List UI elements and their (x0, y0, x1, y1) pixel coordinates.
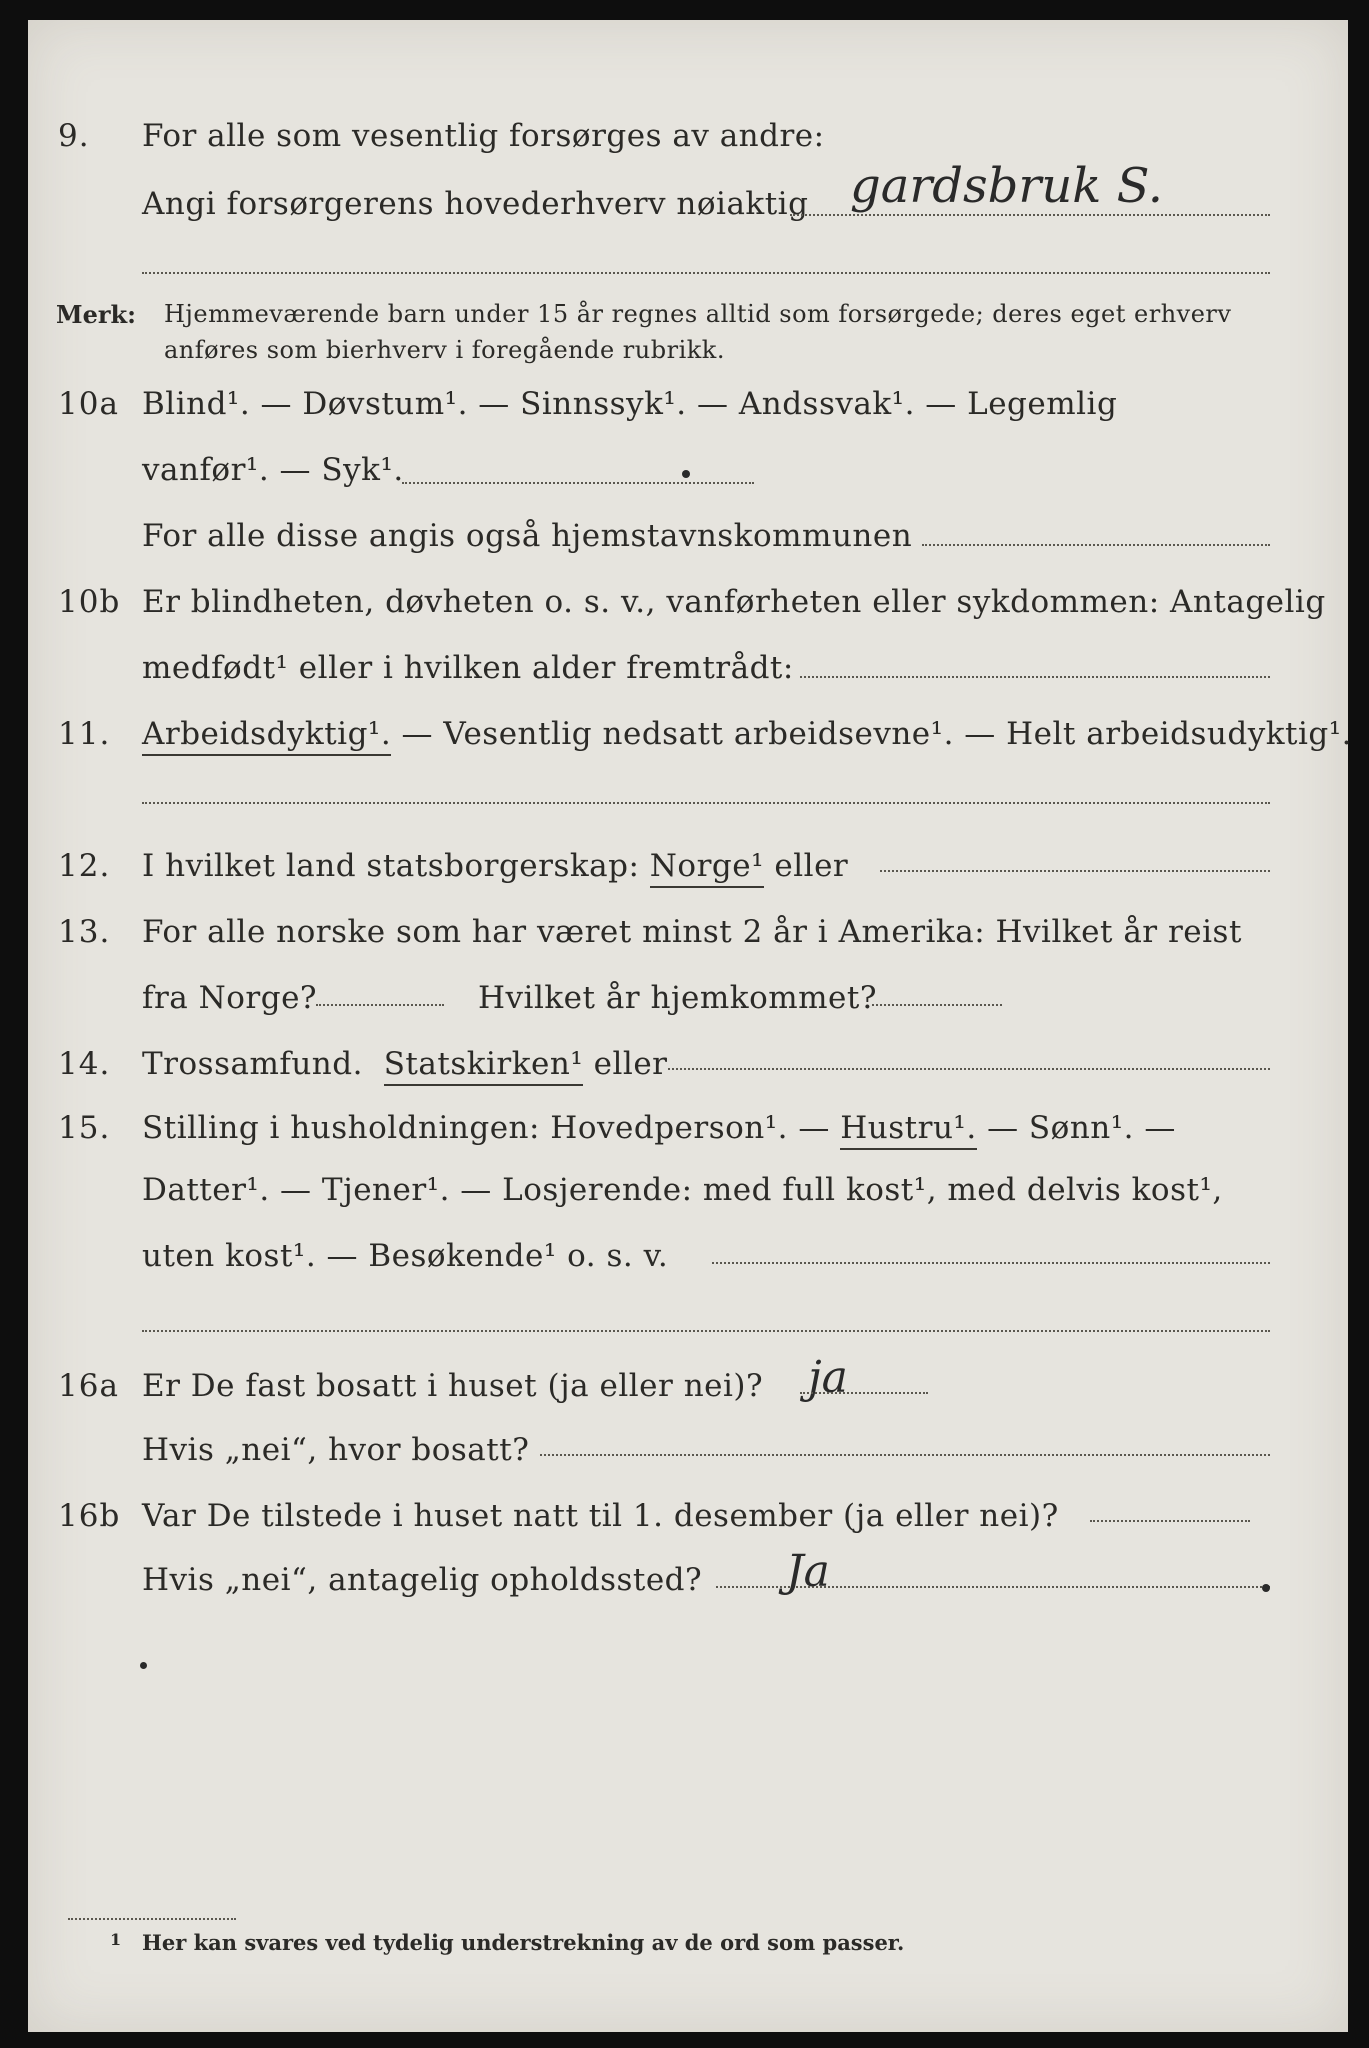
question-prefix: Trossamfund. (142, 1046, 363, 1082)
note-text: Hjemmeværende barn under 15 år regnes alltid som forsørgede; deres eget erhverv (164, 300, 1232, 328)
question-text (142, 1046, 667, 1082)
footnote-rule (68, 1918, 236, 1920)
question-text: Er De fast bosatt i huset (ja eller nei)? (142, 1368, 764, 1404)
answer-line (316, 1004, 444, 1006)
option-text: Stilling i husholdningen: Hovedperson¹. — (142, 1110, 830, 1146)
footnote-mark: 1 (110, 1930, 122, 1949)
answer-line (712, 1262, 1270, 1264)
question-text: For alle som vesentlig forsørges av andre: (142, 118, 825, 154)
question-text: Datter¹. — Tjener¹. — Losjerende: med full kost¹, med delvis kost¹, (142, 1172, 1223, 1208)
separator-line (142, 272, 1270, 274)
question-text: Blind¹. — Døvstum¹. — Sinnssyk¹. — Andssvak¹. — Legemlig (142, 386, 1118, 422)
underlined-option: Hustru¹. (840, 1110, 976, 1150)
question-text: fra Norge? (142, 980, 318, 1016)
answer-line (872, 1004, 1002, 1006)
question-suffix: eller (593, 1046, 668, 1082)
answer-line (800, 1392, 928, 1394)
question-number: 15. (58, 1110, 111, 1146)
answer-line (880, 870, 1270, 872)
underlined-option: Norge¹ (650, 848, 764, 888)
ink-mark (682, 470, 690, 478)
question-number: 14. (58, 1046, 111, 1082)
question-text: Angi forsørgerens hovederhverv nøiaktig (142, 186, 809, 222)
answer-line (402, 482, 754, 484)
handwritten-answer: ja (808, 1352, 848, 1403)
answer-line (668, 1068, 1270, 1070)
question-text (142, 1110, 1176, 1146)
answer-line (1090, 1520, 1250, 1522)
question-text: For alle norske som har været minst 2 år i Amerika: Hvilket år reist (142, 914, 1242, 950)
answer-line (142, 802, 1270, 804)
handwritten-answer: gardsbruk S. (850, 158, 1164, 214)
answer-line (142, 1330, 1270, 1332)
question-text: Er blindheten, døvheten o. s. v., vanførheten eller sykdommen: Antagelig (142, 584, 1326, 620)
answer-line (790, 214, 1270, 216)
option-text: — Vesentlig nedsatt arbeidsevne¹. — Helt arbeidsudyktig¹. (391, 716, 1353, 752)
question-number: 9. (58, 118, 90, 154)
answer-line (922, 544, 1270, 546)
question-text: Var De tilstede i huset natt til 1. desember (ja eller nei)? (142, 1498, 1059, 1534)
footnote-text: Her kan svares ved tydelig understrekning av de ord som passer. (142, 1930, 905, 1955)
question-number: 12. (58, 848, 111, 884)
question-number: 13. (58, 914, 111, 950)
question-suffix: eller (774, 848, 849, 884)
question-number: 11. (58, 716, 111, 752)
question-text: vanfør¹. — Syk¹. (142, 452, 404, 488)
question-text: medfødt¹ eller i hvilken alder fremtrådt: (142, 650, 794, 686)
question-text: For alle disse angis også hjemstavnskommunen (142, 518, 913, 554)
answer-line (800, 676, 1270, 678)
option-text: — Sønn¹. — (987, 1110, 1176, 1146)
underlined-option: Arbeidsdyktig¹. (142, 716, 391, 756)
note-label: Merk: (56, 300, 136, 329)
question-number: 16b (58, 1498, 121, 1534)
ink-mark (140, 1662, 147, 1669)
question-text: Hvilket år hjemkommet? (478, 980, 877, 1016)
question-number: 16a (58, 1368, 119, 1404)
question-text: Hvis „nei“, hvor bosatt? (142, 1432, 530, 1468)
question-text (142, 716, 1352, 752)
answer-line (540, 1454, 1270, 1456)
question-number: 10a (58, 386, 119, 422)
ink-mark (1262, 1584, 1270, 1592)
handwritten-answer: Ja (786, 1546, 830, 1597)
underlined-option: Statskirken¹ (384, 1046, 584, 1086)
question-text: Hvis „nei“, antagelig opholdssted? (142, 1562, 703, 1598)
note-text: anføres som bierhverv i foregående rubrikk. (164, 336, 725, 364)
question-text (142, 848, 848, 884)
question-prefix: I hvilket land statsborgerskap: (142, 848, 640, 884)
question-text: uten kost¹. — Besøkende¹ o. s. v. (142, 1238, 669, 1274)
question-number: 10b (58, 584, 121, 620)
